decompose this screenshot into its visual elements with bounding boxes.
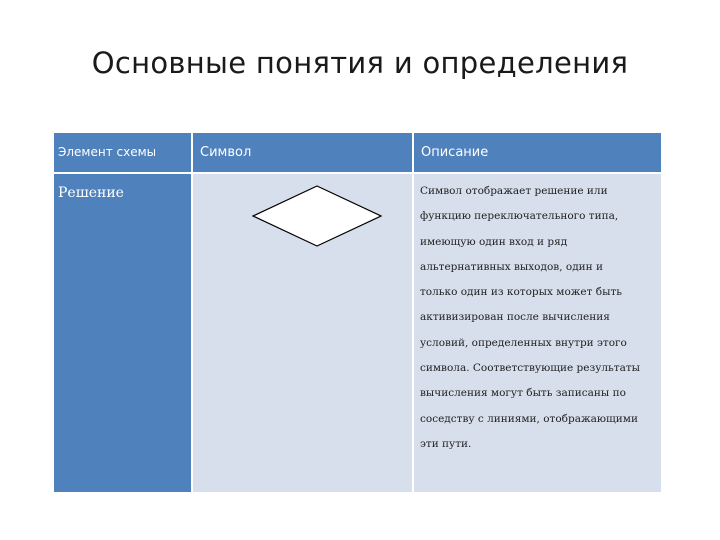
header-symbol: Символ	[193, 133, 412, 172]
description-cell	[414, 174, 661, 492]
description-line: активизирован после вычисления	[420, 311, 610, 324]
symbol-cell	[193, 174, 412, 492]
header-description: Описание	[414, 133, 661, 172]
description-line: вычисления могут быть записаны по	[420, 387, 626, 400]
definitions-table	[54, 133, 661, 492]
table-row	[54, 174, 661, 492]
description-line: альтернативных выходов, один и	[420, 260, 603, 273]
table-header-row	[54, 133, 661, 172]
description-line: только один из которых может быть	[420, 286, 622, 299]
description-line: эти пути.	[420, 437, 472, 450]
description-line: имеющую один вход и ряд	[420, 235, 568, 248]
slide-title: Основные понятия и определения	[91, 46, 629, 80]
header-element: Элемент схемы	[54, 133, 191, 172]
description-line: условий, определенных внутри этого	[420, 336, 627, 349]
element-name: Решение	[58, 185, 124, 201]
description-line: функцию переключательного типа,	[420, 210, 619, 223]
description-line: символа. Соответствующие результаты	[420, 362, 640, 375]
description-line: соседству с линиями, отображающими	[420, 412, 638, 425]
description-line: Символ отображает решение или	[420, 185, 608, 197]
decision-diamond-icon	[250, 184, 384, 248]
element-name-cell	[54, 174, 191, 492]
